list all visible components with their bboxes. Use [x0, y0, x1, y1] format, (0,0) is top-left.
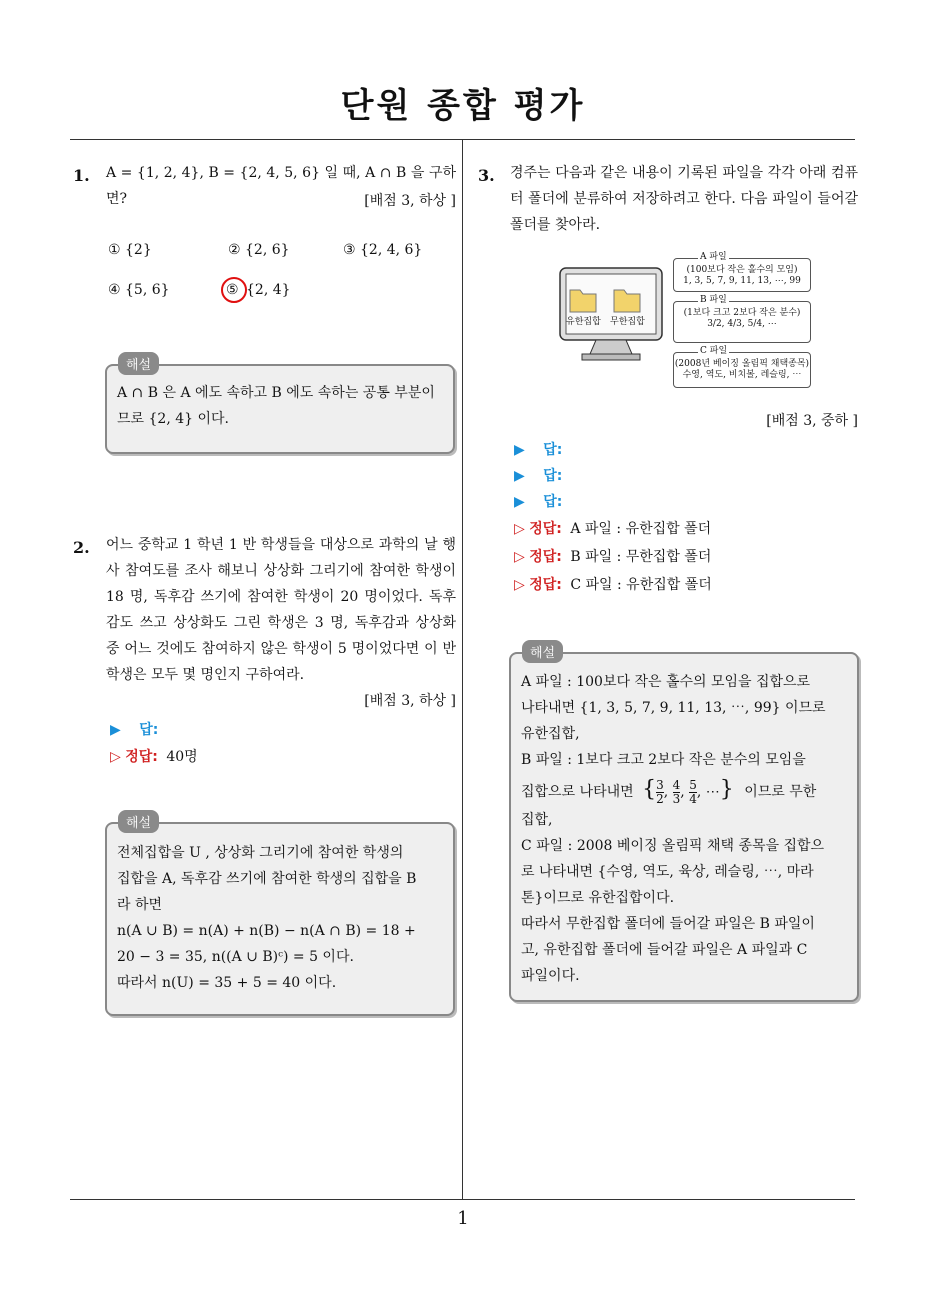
- correct-label: 정답:: [529, 577, 562, 593]
- question-2-answer-row: [110, 720, 158, 740]
- explanation-line: 따라서 무한집합 폴더에 들어갈 파일은 B 파일이: [521, 916, 815, 932]
- explanation-line: A 파일 : 100보다 작은 홀수의 모임을 집합으로: [521, 674, 811, 690]
- correct-value: 40명: [166, 749, 198, 765]
- fraction-set: {: [642, 777, 657, 802]
- page-number: 1: [457, 1208, 469, 1229]
- footer-divider: [70, 1199, 855, 1200]
- choice-1[interactable]: ① {2}: [108, 242, 152, 258]
- file-a-tag: A 파일: [700, 252, 727, 262]
- answer-arrow-icon: ▶: [110, 722, 121, 738]
- folder-finite-label: 유한집합: [566, 317, 601, 327]
- question-2-number: 2.: [73, 538, 90, 557]
- explanation-line: 집합을 A, 독후감 쓰기에 참여한 학생의 집합을 B: [117, 871, 417, 887]
- explanation-line: n(A ∪ B) = n(A) + n(B) − n(A ∩ B) = 18 +: [117, 923, 416, 939]
- question-3-number: 3.: [478, 166, 495, 185]
- file-a-line1: (100보다 작은 홀수의 모임): [686, 265, 798, 275]
- explanation-line: 고, 유한집합 폴더에 들어갈 파일은 A 파일과 C: [521, 942, 808, 958]
- explanation-line: 따라서 n(U) = 35 + 5 = 40 이다.: [117, 975, 337, 991]
- question-2-text: 어느 중학교 1 학년 1 반 학생들을 대상으로 과학의 날 행사 참여도를 조사 해보니 상상화 그리기에 참여한 학생이 18 명, 독후감 쓰기에 참여한 학생이 20 명이었다. 독후감도 쓰고 상상화도 그린 학생은 3 명, 독후감과 상상화 중 어느 것에도 참여하지 않은 학생이 5 명이었다면 이 반 학생은 모두 몇 명인지 구하여라.: [106, 537, 456, 683]
- question-3-answer-row-3: [514, 492, 562, 512]
- answer-arrow-icon: ▶: [514, 468, 525, 484]
- explanation-tag: 해설: [118, 352, 159, 375]
- question-3-explanation: [521, 669, 847, 989]
- answer-label: 답:: [543, 442, 563, 458]
- correct-label: 정답:: [125, 749, 158, 765]
- explanation-tag: 해설: [118, 810, 159, 833]
- choice-5-value[interactable]: {2, 4}: [246, 282, 291, 298]
- question-3-answer-row-1: [514, 440, 562, 460]
- explanation-line: 파일이다.: [521, 968, 580, 984]
- question-3-correct-row-2: [514, 547, 711, 567]
- file-c-box: [673, 346, 811, 388]
- file-a-line2: 1, 3, 5, 7, 9, 11, 13, ⋯, 99: [683, 276, 801, 286]
- correct-value: B 파일 : 무한집합 폴더: [570, 549, 712, 565]
- question-1-score: [배점 3, 하상 ]: [364, 193, 456, 209]
- explanation-line: 이므로 무한: [744, 784, 817, 800]
- question-1-text: A = {1, 2, 4}, B = {2, 4, 5, 6} 일 때, A ∩ B 을 구하면?: [106, 165, 456, 207]
- choice-3[interactable]: ③ {2, 4, 6}: [343, 242, 423, 258]
- file-c-line2: 수영, 역도, 비치볼, 레슬링, ⋯: [682, 370, 802, 380]
- explanation-line: 집합,: [521, 812, 553, 828]
- explanation-line: 라 하면: [117, 897, 163, 913]
- file-b-box: [673, 295, 811, 343]
- fraction-2: $\frac{4}{3}$: [672, 777, 681, 806]
- correct-arrow-icon: ▷: [514, 549, 525, 565]
- file-c-line1: (2008년 베이징 올림픽 채택종목): [674, 359, 810, 369]
- explanation-line-fraction: 집합으로 나타내면 { $\frac{3}{2}$ , $\frac{4}{3}$ , $\frac{5}{4}$ , ⋯} 이므로 무한: [521, 777, 817, 806]
- answer-label: 답:: [139, 722, 159, 738]
- explanation-line: 로 나타내면 {수영, 역도, 육상, 레슬링, ⋯, 마라: [521, 864, 814, 880]
- choice-4[interactable]: ④ {5, 6}: [108, 282, 170, 298]
- file-b-line2: 3/2, 4/3, 5/4, ⋯: [707, 319, 777, 329]
- correct-label: 정답:: [529, 549, 562, 565]
- column-divider: [462, 139, 463, 1199]
- file-c-tag: C 파일: [700, 346, 728, 356]
- selected-answer-circle: [221, 277, 247, 303]
- question-3-correct-row-3: [514, 575, 712, 595]
- file-b-line1: (1보다 크고 2보다 작은 분수): [683, 308, 801, 318]
- question-2-explanation: [117, 840, 447, 996]
- question-3-answer-row-2: [514, 466, 562, 486]
- explanation-line: 집합으로 나타내면: [521, 784, 634, 800]
- correct-value: A 파일 : 유한집합 폴더: [570, 521, 712, 537]
- question-3-correct-row-1: [514, 519, 711, 539]
- explanation-line: 나타내면 {1, 3, 5, 7, 9, 11, 13, ⋯, 99} 이므로: [521, 700, 826, 716]
- explanation-line: C 파일 : 2008 베이징 올림픽 채택 종목을 집합으: [521, 838, 825, 854]
- page-title: 단원 종합 평가: [340, 86, 586, 126]
- answer-label: 답:: [543, 494, 563, 510]
- correct-arrow-icon: ▷: [110, 749, 121, 765]
- correct-value: C 파일 : 유한집합 폴더: [570, 577, 712, 593]
- question-3-score: [배점 3, 중하 ]: [766, 413, 858, 429]
- fraction-3: $\frac{5}{4}$: [689, 777, 697, 806]
- answer-label: 답:: [543, 468, 563, 484]
- question-2-correct-row: [110, 747, 198, 767]
- question-2-score: [배점 3, 하상 ]: [364, 693, 456, 709]
- question-3-text: 경주는 다음과 같은 내용이 기록된 파일을 각각 아래 컴퓨터 폴더에 분류하여 저장하려고 한다. 다음 파일이 들어갈 폴더를 찾아라.: [510, 165, 858, 233]
- answer-arrow-icon: ▶: [514, 442, 525, 458]
- correct-arrow-icon: ▷: [514, 521, 525, 537]
- file-a-box: [673, 252, 811, 292]
- file-b-tag: B 파일: [700, 295, 727, 305]
- explanation-line: B 파일 : 1보다 크고 2보다 작은 분수의 모임을: [521, 752, 806, 768]
- correct-arrow-icon: ▷: [514, 577, 525, 593]
- answer-arrow-icon: ▶: [514, 494, 525, 510]
- question-1-explanation: A ∩ B 은 A 에도 속하고 B 에도 속하는 공통 부분이므로 {2, 4} 이다.: [117, 385, 435, 427]
- explanation-line: 20 − 3 = 35, n((A ∪ B)ᶜ) = 5 이다.: [117, 949, 354, 965]
- question-1-number: 1.: [73, 166, 90, 185]
- folder-infinite-label: 무한집합: [610, 317, 645, 327]
- fraction-ellipsis: ⋯: [705, 784, 720, 800]
- explanation-line: 유한집합,: [521, 726, 580, 742]
- choice-2[interactable]: ② {2, 6}: [228, 242, 290, 258]
- explanation-line: 톤}이므로 유한집합이다.: [521, 890, 675, 906]
- explanation-tag: 해설: [522, 640, 563, 663]
- explanation-line: 전체집합을 U , 상상화 그리기에 참여한 학생의: [117, 845, 404, 861]
- fraction-1: $\frac{3}{2}$: [656, 777, 664, 806]
- choice-5-marker[interactable]: ⑤: [226, 282, 239, 298]
- correct-label: 정답:: [529, 521, 562, 537]
